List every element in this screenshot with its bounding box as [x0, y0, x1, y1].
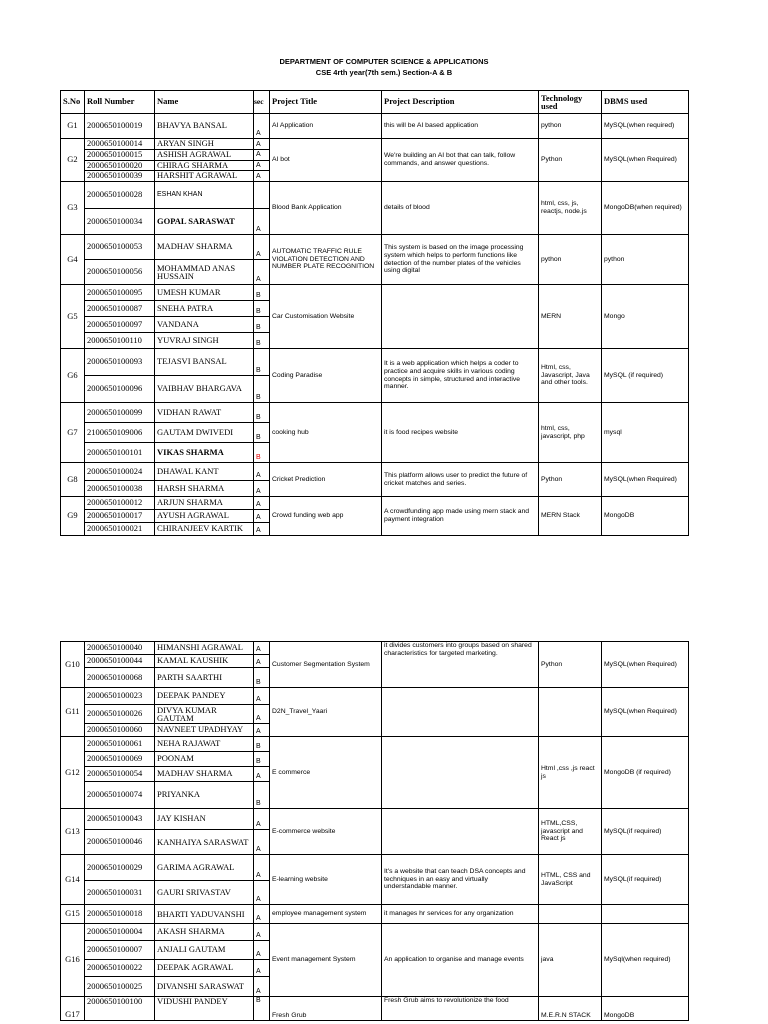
roll-number: 2000650100068: [85, 668, 155, 688]
student-name: SNEHA PATRA: [155, 301, 254, 317]
section: A: [254, 655, 270, 668]
student-name: HARSHIT AGRAWAL: [155, 171, 254, 182]
technology: Html ,css ,js react js: [539, 737, 602, 809]
dbms: MongoDB: [602, 997, 689, 1021]
student-name: DIVYA KUMAR GAUTAM: [155, 705, 254, 724]
roll-number: 2000650100046: [85, 830, 155, 855]
student-name: GOPAL SARASWAT: [155, 209, 254, 235]
table-row: [61, 139, 689, 150]
section: [254, 182, 270, 209]
table-row: [61, 809, 689, 830]
roll-number: 2000650100100: [85, 997, 155, 1021]
student-name: NEHA RAJAWAT: [155, 737, 254, 752]
project-description: [382, 737, 539, 809]
project-title: E-learning website: [270, 855, 382, 905]
student-name: VANDANA: [155, 317, 254, 333]
technology: Python: [539, 139, 602, 182]
technology: python: [539, 235, 602, 285]
group-id: G14: [61, 855, 85, 905]
group-id: G9: [61, 497, 85, 536]
table-row: [61, 403, 689, 423]
section: A: [254, 510, 270, 523]
dbms: Mongo: [602, 285, 689, 349]
dbms: MySQL(when Required): [602, 688, 689, 737]
section: A: [254, 977, 270, 997]
project-description: An application to organise and manage events: [382, 924, 539, 997]
section: A: [254, 767, 270, 782]
table-row: [61, 182, 689, 209]
section: A: [254, 463, 270, 481]
student-name: PRIYANKA: [155, 782, 254, 809]
table-row: [61, 497, 689, 510]
roll-number: 2000650100022: [85, 960, 155, 977]
student-name: KAMAL KAUSHIK: [155, 655, 254, 668]
project-title: AI bot: [270, 139, 382, 182]
project-description: [382, 285, 539, 349]
group-id: G8: [61, 463, 85, 497]
project-title: Fresh Grub: [270, 997, 382, 1021]
section: A: [254, 960, 270, 977]
table-header-row: [61, 91, 689, 114]
project-title: Customer Segmentation System: [270, 642, 382, 688]
section: A: [254, 642, 270, 655]
section: B: [254, 317, 270, 333]
table-row: [61, 235, 689, 260]
dbms: MongoDB: [602, 497, 689, 536]
technology: html, css, javascript, php: [539, 403, 602, 463]
section: B: [254, 301, 270, 317]
student-name: POONAM: [155, 752, 254, 767]
roll-number: 2000650100012: [85, 497, 155, 510]
section: B: [254, 403, 270, 423]
roll-number: 2000650100069: [85, 752, 155, 767]
roll-number: 2000650100095: [85, 285, 155, 301]
project-title: Coding Paradise: [270, 349, 382, 403]
student-name: DHAWAL KANT: [155, 463, 254, 481]
section: A: [254, 235, 270, 260]
student-name: BHAVYA BANSAL: [155, 114, 254, 139]
roll-number: 2000650100029: [85, 855, 155, 881]
student-name: MOHAMMAD ANAS HUSSAIN: [155, 260, 254, 285]
dbms: MySql(when required): [602, 924, 689, 997]
roll-number: 2000650100056: [85, 260, 155, 285]
group-id: G15: [61, 905, 85, 924]
section: B: [254, 752, 270, 767]
technology: M.E.R.N STACK: [539, 997, 602, 1021]
roll-number: 2000650100054: [85, 767, 155, 782]
student-name: ASHISH AGRAWAL: [155, 149, 254, 160]
technology: python: [539, 114, 602, 139]
roll-number: 2000650100021: [85, 523, 155, 536]
roll-number: 2000650100015: [85, 149, 155, 160]
roll-number: 2000650100014: [85, 139, 155, 150]
student-name: GARIMA AGRAWAL: [155, 855, 254, 881]
student-name: VAIBHAV BHARGAVA: [155, 376, 254, 403]
roll-number: 2000650100020: [85, 160, 155, 171]
dbms: mysql: [602, 403, 689, 463]
section: A: [254, 724, 270, 737]
project-title: employee management system: [270, 905, 382, 924]
group-id: G2: [61, 139, 85, 182]
column-header-dbms: DBMS used: [602, 91, 689, 114]
dbms: MySQL(if required): [602, 809, 689, 855]
roll-number: 2000650100026: [85, 705, 155, 724]
group-id: G4: [61, 235, 85, 285]
table-row: [61, 855, 689, 881]
project-description: It's a website that can teach DSA concepts and techniques in an easy and virtually understandable manner.: [382, 855, 539, 905]
section: A: [254, 855, 270, 881]
project-title: AUTOMATIC TRAFFIC RULE VIOLATION DETECTION AND NUMBER PLATE RECOGNITION: [270, 235, 382, 285]
roll-number: 2000650100043: [85, 809, 155, 830]
dbms: [602, 905, 689, 924]
group-id: G10: [61, 642, 85, 688]
section: A: [254, 924, 270, 941]
section: B: [254, 443, 270, 463]
section: B: [254, 285, 270, 301]
project-description: it divides customers into groups based on shared characteristics for targeted marketing.: [382, 642, 539, 688]
student-name: NAVNEET UPADHYAY: [155, 724, 254, 737]
group-id: G13: [61, 809, 85, 855]
roll-number: 2000650100018: [85, 905, 155, 924]
project-title: Event management System: [270, 924, 382, 997]
project-title: E-commerce website: [270, 809, 382, 855]
column-header-roll-number: Roll Number: [85, 91, 155, 114]
technology: Python: [539, 463, 602, 497]
roll-number: 2100650109006: [85, 423, 155, 443]
section: A: [254, 139, 270, 150]
technology: HTML, CSS and JavaScript: [539, 855, 602, 905]
student-name: VIKAS SHARMA: [155, 443, 254, 463]
technology: HTML,CSS, javascript and React js: [539, 809, 602, 855]
table-row: [61, 642, 689, 655]
group-id: G7: [61, 403, 85, 463]
project-title: Crowd funding web app: [270, 497, 382, 536]
roll-number: 2000650100034: [85, 209, 155, 235]
roll-number: 2000650100040: [85, 642, 155, 655]
dbms: MySQL(when Required): [602, 642, 689, 688]
section: A: [254, 114, 270, 139]
section: A: [254, 481, 270, 497]
student-name: JAY KISHAN: [155, 809, 254, 830]
technology: java: [539, 924, 602, 997]
student-name: GAURI SRIVASTAV: [155, 881, 254, 905]
section: A: [254, 809, 270, 830]
table-row: [61, 905, 689, 924]
student-name: TEJASVI BANSAL: [155, 349, 254, 376]
student-name: AKASH SHARMA: [155, 924, 254, 941]
project-table-page2: [60, 641, 689, 1021]
student-name: PARTH SAARTHI: [155, 668, 254, 688]
roll-number: 2000650100007: [85, 941, 155, 960]
project-description: It is a web application which helps a coder to practice and acquire skills in various coding concepts in simple, structured and interactive manner.: [382, 349, 539, 403]
roll-number: 2000650100087: [85, 301, 155, 317]
section: B: [254, 668, 270, 688]
roll-number: 2000650100099: [85, 403, 155, 423]
student-name: BHARTI YADUVANSHI: [155, 905, 254, 924]
student-name: CHIRAG SHARMA: [155, 160, 254, 171]
project-description: This system is based on the image processing system which helps to perform functions like detection of the number plates of the vehicles using digital: [382, 235, 539, 285]
roll-number: 2000650100061: [85, 737, 155, 752]
section: A: [254, 881, 270, 905]
technology: html, css, js, reactjs, node.js: [539, 182, 602, 235]
project-description: This platform allows user to predict the future of cricket matches and series.: [382, 463, 539, 497]
section: A: [254, 209, 270, 235]
roll-number: 2000650100038: [85, 481, 155, 497]
section: B: [254, 349, 270, 376]
project-title: Car Customisation Website: [270, 285, 382, 349]
table-row: [61, 463, 689, 481]
dbms: MongoDB(when required): [602, 182, 689, 235]
table-row: [61, 737, 689, 752]
student-name: HIMANSHI AGRAWAL: [155, 642, 254, 655]
technology: Html, css, Javascript, Java and other tools.: [539, 349, 602, 403]
dbms: MySQL(when Required): [602, 463, 689, 497]
group-id: G6: [61, 349, 85, 403]
project-description: We're building an AI bot that can talk, follow commands, and answer questions.: [382, 139, 539, 182]
student-name: ARJUN SHARMA: [155, 497, 254, 510]
roll-number: 2000650100039: [85, 171, 155, 182]
student-name: DEEPAK AGRAWAL: [155, 960, 254, 977]
group-id: G5: [61, 285, 85, 349]
table-row: [61, 688, 689, 705]
roll-number: 2000650100028: [85, 182, 155, 209]
technology: [539, 905, 602, 924]
project-title: D2N_Travel_Yaari: [270, 688, 382, 737]
column-header-technology: Technology used: [539, 91, 602, 114]
roll-number: 2000650100060: [85, 724, 155, 737]
roll-number: 2000650100024: [85, 463, 155, 481]
table-row: [61, 285, 689, 301]
project-title: Blood Bank Application: [270, 182, 382, 235]
technology: [539, 688, 602, 737]
project-title: cooking hub: [270, 403, 382, 463]
roll-number: 2000650100053: [85, 235, 155, 260]
section: A: [254, 830, 270, 855]
student-name: ANJALI GAUTAM: [155, 941, 254, 960]
project-description: this will be AI based application: [382, 114, 539, 139]
department-title: DEPARTMENT OF COMPUTER SCIENCE & APPLICATIONS: [279, 57, 489, 66]
student-name: ESHAN KHAN: [155, 182, 254, 209]
project-table-page1: [60, 90, 689, 536]
section: A: [254, 260, 270, 285]
group-id: G16: [61, 924, 85, 997]
technology: MERN Stack: [539, 497, 602, 536]
section: B: [254, 782, 270, 809]
project-description: details of blood: [382, 182, 539, 235]
section: A: [254, 523, 270, 536]
section: A: [254, 497, 270, 510]
roll-number: 2000650100031: [85, 881, 155, 905]
project-title: E commerce: [270, 737, 382, 809]
roll-number: 2000650100017: [85, 510, 155, 523]
project-description: A crowdfunding app made using mern stack and payment integration: [382, 497, 539, 536]
roll-number: 2000650100110: [85, 333, 155, 349]
project-description: Fresh Grub aims to revolutionize the food: [382, 997, 539, 1021]
roll-number: 2000650100019: [85, 114, 155, 139]
column-header-name: Name: [155, 91, 254, 114]
roll-number: 2000650100004: [85, 924, 155, 941]
project-title: AI Application: [270, 114, 382, 139]
project-description: [382, 809, 539, 855]
student-name: VIDHAN RAWAT: [155, 403, 254, 423]
student-name: VIDUSHI PANDEY: [155, 997, 254, 1021]
student-name: HARSH SHARMA: [155, 481, 254, 497]
column-header-project-description: Project Description: [382, 91, 539, 114]
dbms: python: [602, 235, 689, 285]
table-row: [61, 997, 689, 1021]
section: B: [254, 997, 270, 1021]
roll-number: 2000650100023: [85, 688, 155, 705]
group-id: G17: [61, 997, 85, 1021]
roll-number: 2000650100044: [85, 655, 155, 668]
group-id: G12: [61, 737, 85, 809]
roll-number: 2000650100025: [85, 977, 155, 997]
section: A: [254, 160, 270, 171]
section: A: [254, 688, 270, 705]
dbms: MySQL(if required): [602, 855, 689, 905]
section: B: [254, 333, 270, 349]
roll-number: 2000650100101: [85, 443, 155, 463]
section: B: [254, 376, 270, 403]
section: B: [254, 423, 270, 443]
group-id: G1: [61, 114, 85, 139]
student-name: GAUTAM DWIVEDI: [155, 423, 254, 443]
section: A: [254, 171, 270, 182]
technology: Python: [539, 642, 602, 688]
section: B: [254, 737, 270, 752]
student-name: KANHAIYA SARASWAT: [155, 830, 254, 855]
student-name: UMESH KUMAR: [155, 285, 254, 301]
project-title: Cricket Prediction: [270, 463, 382, 497]
student-name: MADHAV SHARMA: [155, 235, 254, 260]
student-name: DEEPAK PANDEY: [155, 688, 254, 705]
section: A: [254, 941, 270, 960]
section: A: [254, 149, 270, 160]
column-header-project-title: Project Title: [270, 91, 382, 114]
dbms: MySQL(when required): [602, 114, 689, 139]
table-row: [61, 349, 689, 376]
roll-number: 2000650100093: [85, 349, 155, 376]
project-description: it is food recipes website: [382, 403, 539, 463]
student-name: YUVRAJ SINGH: [155, 333, 254, 349]
project-description: [382, 688, 539, 737]
student-name: ARYAN SINGH: [155, 139, 254, 150]
roll-number: 2000650100074: [85, 782, 155, 809]
dbms: MongoDB (if required): [602, 737, 689, 809]
technology: MERN: [539, 285, 602, 349]
section: A: [254, 905, 270, 924]
student-name: AYUSH AGRAWAL: [155, 510, 254, 523]
project-description: it manages hr services for any organization: [382, 905, 539, 924]
student-name: MADHAV SHARMA: [155, 767, 254, 782]
group-id: G3: [61, 182, 85, 235]
dbms: MySQL(when Required): [602, 139, 689, 182]
roll-number: 2000650100096: [85, 376, 155, 403]
roll-number: 2000650100097: [85, 317, 155, 333]
section: A: [254, 705, 270, 724]
dbms: MySQL (if required): [602, 349, 689, 403]
column-header-sec: sec: [254, 91, 270, 114]
group-id: G11: [61, 688, 85, 737]
column-header-sno: S.No: [61, 91, 85, 114]
student-name: CHIRANJEEV KARTIK: [155, 523, 254, 536]
class-subtitle: CSE 4rth year(7th sem.) Section-A & B: [315, 68, 453, 77]
student-name: DIVANSHI SARASWAT: [155, 977, 254, 997]
table-row: [61, 114, 689, 139]
table-row: [61, 924, 689, 941]
